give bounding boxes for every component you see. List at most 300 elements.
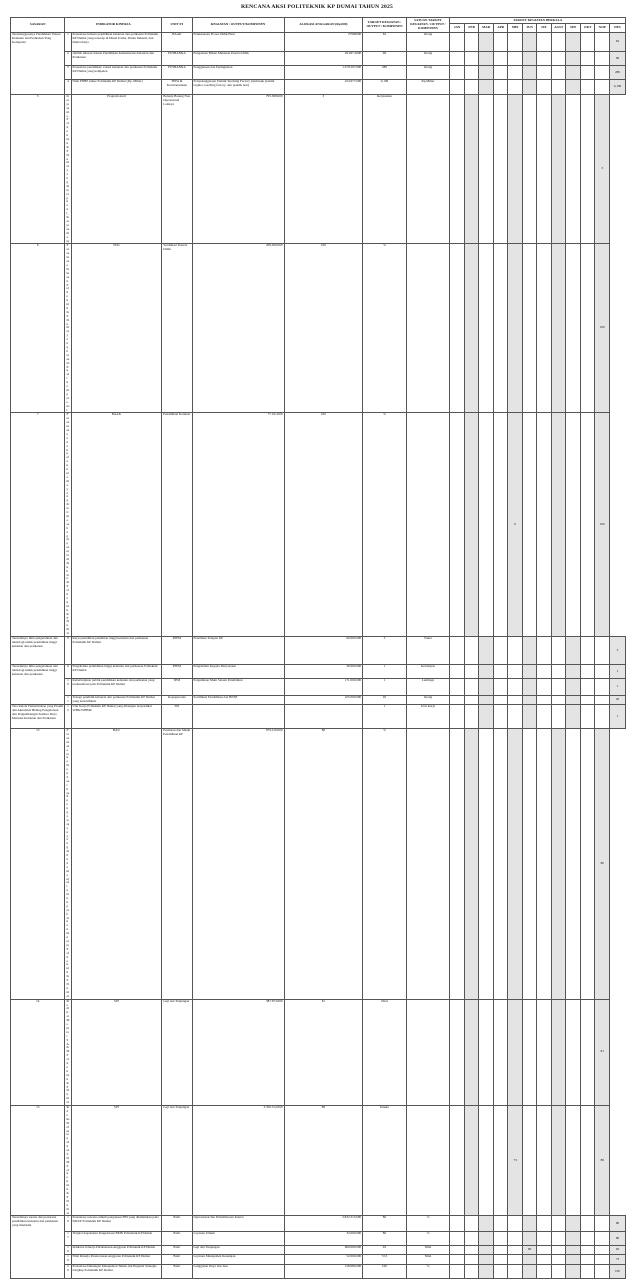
cell-alokasi: 600.000.000 bbox=[284, 1246, 363, 1255]
cell-month-jun bbox=[522, 696, 537, 705]
cell-month-des: 80 bbox=[609, 1232, 625, 1246]
cell-kegiatan: Operasional dan Pemeliharaan Kantor bbox=[192, 1216, 284, 1232]
cell-month-okt bbox=[566, 729, 581, 1000]
cell-satuan: Kerjasakan bbox=[363, 95, 407, 244]
cell-number: 6 bbox=[11, 244, 65, 413]
cell-month-feb bbox=[464, 66, 479, 80]
cell-month-sep bbox=[566, 696, 581, 705]
cell-indikator: Tingkat Kepatuhan Pengelolaan BMN Politeknik KP Dumai bbox=[71, 1232, 162, 1246]
cell-month-nop bbox=[595, 705, 610, 729]
cell-month-nop bbox=[595, 665, 610, 679]
cell-month-agst bbox=[551, 637, 566, 665]
cell-month-jun bbox=[522, 1265, 537, 1279]
cell-month-jan bbox=[406, 999, 450, 1105]
header-month-mei: MEI bbox=[508, 24, 523, 33]
cell-month-apr bbox=[493, 52, 508, 66]
header-month-des: DES bbox=[609, 24, 625, 33]
cell-month-mei bbox=[508, 696, 523, 705]
cell-month-jul bbox=[537, 66, 552, 80]
cell-month-mei bbox=[493, 729, 508, 1000]
cell-indikator: Predikat Monitor SAKIP Politeknik KP Dumai bbox=[66, 998, 70, 1105]
cell-month-jan bbox=[450, 1232, 465, 1246]
cell-month-apr bbox=[493, 705, 508, 729]
cell-kegiatan: Pelaksanaan Proses Didik Baru bbox=[192, 33, 284, 52]
cell-month-jul bbox=[537, 1232, 552, 1246]
cell-number: 19 bbox=[65, 1255, 71, 1265]
table-row bbox=[11, 637, 626, 665]
cell-satuan: % bbox=[363, 729, 407, 1000]
cell-month-agst bbox=[537, 95, 552, 244]
cell-indikator: Karya penelitian penelitian tinggi kelautan dan perikanan Politeknik KP Dumai bbox=[71, 637, 162, 665]
cell-month-des: 80 bbox=[609, 1216, 625, 1232]
cell-month-jul bbox=[537, 679, 552, 696]
cell-month-jul bbox=[522, 413, 537, 637]
cell-month-mar bbox=[464, 413, 479, 637]
cell-sasaran: Terselenggaranya Pendidikan Vokasi Kelautan dan Perikanan Yang Kompeten bbox=[11, 33, 65, 95]
cell-month-apr bbox=[493, 1255, 508, 1265]
cell-satuan: Orang bbox=[406, 66, 450, 80]
header-kegiatan: KEGIATAN / OUTPUT/KOMPONEN bbox=[192, 18, 284, 33]
cell-month-jan bbox=[450, 80, 465, 95]
cell-kegiatan: Pengadaan Bahan Makanan Peserta Didik bbox=[192, 52, 284, 66]
cell-month-sep bbox=[551, 729, 566, 1000]
cell-month-apr bbox=[493, 1265, 508, 1279]
cell-month-des: 0,109 bbox=[609, 80, 625, 95]
cell-month-jul bbox=[537, 1265, 552, 1279]
cell-month-jan bbox=[450, 696, 465, 705]
cell-month-sep bbox=[566, 679, 581, 696]
cell-month-mar bbox=[479, 665, 494, 679]
cell-target: 80 bbox=[284, 729, 363, 1000]
cell-month-jun bbox=[508, 244, 523, 413]
cell-number: 7 bbox=[11, 413, 65, 637]
cell-satuan: % bbox=[406, 1216, 450, 1232]
cell-target: 20 bbox=[363, 696, 407, 705]
cell-month-sep bbox=[566, 705, 581, 729]
cell-unit: BAU bbox=[162, 1265, 192, 1279]
cell-month-mei bbox=[508, 80, 523, 95]
cell-satuan: % bbox=[363, 244, 407, 413]
cell-month-sep bbox=[551, 1106, 566, 1216]
cell-month-jun bbox=[522, 1255, 537, 1265]
cell-month-mei bbox=[508, 705, 523, 729]
cell-alokasi bbox=[284, 705, 363, 729]
cell-month-nop bbox=[595, 1232, 610, 1246]
cell-unit: SPI bbox=[71, 999, 162, 1105]
cell-month-feb bbox=[464, 1216, 479, 1232]
cell-month-jul bbox=[537, 696, 552, 705]
cell-month-sep bbox=[566, 52, 581, 66]
cell-month-agst bbox=[537, 1106, 552, 1216]
table-row bbox=[11, 1106, 626, 1216]
cell-indikator: Persentase pendidikan vokasi kelautan dan perikanan Politeknik KP Dumai yang kompeten bbox=[71, 66, 162, 80]
cell-number: 18 bbox=[65, 1246, 71, 1255]
cell-alokasi: 29.297.2000 bbox=[284, 52, 363, 66]
cell-month-okt bbox=[580, 52, 595, 66]
cell-month-jan bbox=[406, 1106, 450, 1216]
header-month-jun: JUN bbox=[522, 24, 537, 33]
cell-number: 8 bbox=[65, 637, 71, 665]
cell-month-des: 3 bbox=[595, 95, 610, 244]
cell-month-jan bbox=[450, 1265, 465, 1279]
cell-target: 1 bbox=[363, 705, 407, 729]
cell-month-okt bbox=[580, 637, 595, 665]
cell-month-jul bbox=[522, 999, 537, 1105]
cell-kegiatan: Penyelenggaraan Praktik Teaching Factory (termasuk praktik reguler, teaching factory, dan praktik luar) bbox=[192, 80, 284, 95]
cell-month-feb bbox=[464, 80, 479, 95]
cell-month-jul bbox=[537, 1216, 552, 1232]
cell-unit: BAAK bbox=[71, 413, 162, 637]
cell-kegiatan: Gaji dan Tunjangan bbox=[162, 999, 192, 1105]
cell-month-okt bbox=[580, 665, 595, 679]
cell-month-jun bbox=[522, 66, 537, 80]
cell-unit: SPI bbox=[162, 705, 192, 729]
cell-month-feb bbox=[464, 705, 479, 729]
cell-unit: BAU bbox=[71, 729, 162, 1000]
cell-month-feb bbox=[450, 244, 465, 413]
cell-month-mei bbox=[508, 665, 523, 679]
cell-month-mar bbox=[479, 66, 494, 80]
cell-month-sep bbox=[551, 413, 566, 637]
header-indikator: INDIKATOR KINERJA bbox=[65, 18, 162, 33]
cell-month-sep bbox=[566, 1255, 581, 1265]
table-row bbox=[11, 52, 626, 66]
cell-number: 13 bbox=[11, 729, 65, 1000]
cell-kegiatan: Pengabdian Kepada Masyarakat bbox=[192, 665, 284, 679]
cell-indikator: Kerjasama Politeknik KP Dumai yang diterapkan (Kerjasaman) bbox=[66, 94, 70, 243]
cell-unit: TUK bbox=[71, 244, 162, 413]
cell-satuan: Lembaga bbox=[406, 679, 450, 696]
cell-alokasi: 27900000 bbox=[284, 33, 363, 52]
cell-month-okt bbox=[580, 33, 595, 52]
cell-satuan: Kelompok bbox=[406, 665, 450, 679]
cell-month-sep bbox=[566, 33, 581, 52]
cell-unit: PUSBANKA bbox=[162, 52, 192, 66]
cell-target: 3 bbox=[363, 637, 407, 665]
cell-unit: PUSBANKA bbox=[162, 66, 192, 80]
cell-month-nop bbox=[595, 696, 610, 705]
cell-month-jan bbox=[450, 665, 465, 679]
table-row bbox=[11, 1232, 626, 1246]
cell-number: 5 bbox=[11, 95, 65, 244]
cell-number: 14 bbox=[11, 999, 65, 1105]
cell-satuan: % bbox=[406, 1232, 450, 1246]
cell-month-apr bbox=[479, 413, 494, 637]
cell-month-mar bbox=[479, 1232, 494, 1246]
cell-month-mei bbox=[508, 66, 523, 80]
cell-month-jun: 80 bbox=[522, 1246, 537, 1255]
cell-month-feb bbox=[464, 1255, 479, 1265]
cell-month-feb bbox=[450, 729, 465, 1000]
cell-month-okt bbox=[566, 999, 581, 1105]
cell-satuan: Nilai bbox=[406, 1255, 450, 1265]
cell-month-jun: 73 bbox=[508, 1106, 523, 1216]
cell-month-jan bbox=[450, 1255, 465, 1265]
cell-month-feb bbox=[464, 1232, 479, 1246]
cell-month-jan bbox=[450, 637, 465, 665]
cell-month-agst bbox=[551, 705, 566, 729]
header-month-agst: AGST bbox=[551, 24, 566, 33]
cell-kegiatan: Layanan Manajemen Keuangan bbox=[192, 1255, 284, 1265]
cell-month-des: 1 bbox=[609, 679, 625, 696]
cell-month-apr bbox=[479, 95, 494, 244]
cell-month-jul bbox=[537, 637, 552, 665]
table-row bbox=[11, 413, 626, 637]
cell-target: 289 bbox=[363, 66, 407, 80]
cell-month-des: 20 bbox=[609, 696, 625, 705]
cell-kegiatan: Langganan Daya dan Jasa bbox=[192, 1265, 284, 1279]
cell-month-mar bbox=[479, 1216, 494, 1232]
header-alokasi: ALOKASI ANGGARAN (Rp.000) bbox=[284, 18, 363, 33]
cell-month-agst bbox=[537, 244, 552, 413]
cell-month-okt bbox=[580, 1232, 595, 1246]
table-row bbox=[11, 705, 626, 729]
cell-satuan: Orang bbox=[406, 696, 450, 705]
cell-kegiatan: Sertifikasi Peserta Didik bbox=[162, 244, 192, 413]
cell-month-nop bbox=[595, 33, 610, 52]
cell-month-jun bbox=[508, 999, 523, 1105]
cell-month-okt bbox=[580, 80, 595, 95]
header-month-jan: JAN bbox=[450, 24, 465, 33]
cell-satuan: Paket bbox=[406, 637, 450, 665]
cell-target: 80 bbox=[363, 1216, 407, 1232]
cell-month-okt bbox=[580, 679, 595, 696]
cell-month-nop bbox=[595, 637, 610, 665]
cell-month-mei bbox=[508, 1255, 523, 1265]
header-month-sep: SEP bbox=[566, 24, 581, 33]
cell-number: 9 bbox=[65, 665, 71, 679]
cell-target: 62 bbox=[363, 33, 407, 52]
cell-alokasi: 52.000.000 bbox=[284, 1255, 363, 1265]
cell-alokasi: 3.356.312.000 bbox=[192, 1106, 284, 1216]
cell-month-agst bbox=[537, 729, 552, 1000]
cell-month-okt bbox=[580, 705, 595, 729]
cell-unit: SPI bbox=[71, 1106, 162, 1216]
cell-month-apr bbox=[479, 1106, 494, 1216]
header-month-okt: OKT bbox=[580, 24, 595, 33]
cell-month-apr bbox=[493, 33, 508, 52]
cell-month-mar bbox=[479, 52, 494, 66]
cell-alokasi: 209.290.000 bbox=[192, 244, 284, 413]
cell-month-agst bbox=[537, 999, 552, 1105]
cell-month-feb bbox=[450, 413, 465, 637]
cell-unit: TEFA & Kewirausahaan bbox=[162, 80, 192, 95]
cell-month-jun bbox=[522, 665, 537, 679]
cell-month-apr bbox=[493, 1216, 508, 1232]
cell-target: 100 bbox=[363, 1265, 407, 1279]
cell-month-okt bbox=[566, 413, 581, 637]
cell-month-apr bbox=[493, 696, 508, 705]
cell-month-agst bbox=[551, 80, 566, 95]
cell-month-mar bbox=[464, 244, 479, 413]
cell-indikator: Nilai Kinerja Perencanaan Anggaran Politeknik KP Dumai bbox=[71, 1255, 162, 1265]
cell-unit: BAU bbox=[162, 1216, 192, 1232]
cell-month-nop bbox=[595, 1246, 610, 1255]
cell-satuan: Rp.Miliar bbox=[406, 80, 450, 95]
cell-unit: Program studi bbox=[71, 95, 162, 244]
cell-month-des: 100 bbox=[595, 244, 610, 413]
cell-month-jun bbox=[522, 33, 537, 52]
cell-month-apr bbox=[493, 637, 508, 665]
cell-target: 89 bbox=[284, 1106, 363, 1216]
cell-month-jan bbox=[406, 244, 450, 413]
header-month-nop: NOP bbox=[595, 24, 610, 33]
cell-month-mar bbox=[479, 1246, 494, 1255]
cell-month-feb bbox=[464, 1246, 479, 1255]
cell-month-apr bbox=[479, 729, 494, 1000]
cell-satuan: Nilai bbox=[406, 1246, 450, 1255]
cell-number: 2 bbox=[65, 52, 71, 66]
cell-alokasi: 387.673.000 bbox=[192, 999, 284, 1105]
cell-satuan: Nilai bbox=[363, 999, 407, 1105]
cell-month-mei bbox=[493, 413, 508, 637]
cell-month-jun bbox=[508, 729, 523, 1000]
cell-month-jul bbox=[522, 244, 537, 413]
cell-month-feb bbox=[450, 999, 465, 1105]
cell-month-feb bbox=[464, 696, 479, 705]
cell-month-jul bbox=[537, 665, 552, 679]
table-row bbox=[11, 66, 626, 80]
cell-month-jun bbox=[522, 80, 537, 95]
cell-month-jul bbox=[537, 52, 552, 66]
header-sasaran: SASARAN bbox=[11, 18, 65, 33]
cell-month-des: 81 bbox=[595, 999, 610, 1105]
cell-number: 11 bbox=[65, 696, 71, 705]
cell-alokasi: 158.680.000 bbox=[284, 1265, 363, 1279]
cell-month-apr bbox=[493, 66, 508, 80]
cell-month-nop bbox=[595, 52, 610, 66]
table-body bbox=[11, 33, 626, 1279]
cell-satuan: Orang bbox=[406, 52, 450, 66]
cell-month-mei bbox=[508, 1232, 523, 1246]
cell-month-jun bbox=[522, 637, 537, 665]
cell-month-okt bbox=[580, 1265, 595, 1279]
cell-month-sep bbox=[566, 1216, 581, 1232]
cell-month-sep bbox=[566, 80, 581, 95]
cell-month-mar bbox=[479, 705, 494, 729]
cell-number: 15 bbox=[11, 1106, 65, 1216]
cell-indikator: Pengabdian pendidikan tinggi kelautan dan perikanan Politeknik KP Dumai bbox=[71, 665, 162, 679]
cell-month-mar bbox=[479, 696, 494, 705]
cell-month-jun bbox=[522, 1216, 537, 1232]
cell-unit: PPPM bbox=[162, 665, 192, 679]
cell-month-okt bbox=[580, 66, 595, 80]
cell-kegiatan: Belanja Barang Non Operasional Lainnya bbox=[162, 95, 192, 244]
cell-kegiatan: Penggunaan dan Peningkatan bbox=[192, 66, 284, 80]
cell-sasaran: Tersedianya ilmu pengetahuan dan teknologi untuk pendidikan tinggi kelautan dan perikanan bbox=[11, 637, 65, 665]
cell-month-jan bbox=[406, 729, 450, 1000]
cell-month-okt bbox=[580, 1255, 595, 1265]
cell-month-jul bbox=[537, 80, 552, 95]
cell-indikator: Persentase rekomendasi hasil pengawasan yang ditindaklanjuti untuk perbaikan kinerja Politeknik KP Dumai bbox=[66, 728, 70, 998]
cell-unit: BAU bbox=[162, 1255, 192, 1265]
cell-target: 100 bbox=[284, 413, 363, 637]
cell-month-nop bbox=[580, 413, 595, 637]
cell-month-mei bbox=[508, 637, 523, 665]
cell-indikator: Keberlanjutan publik pendidikan kelautan dan perikanan yang terakreditasi pada Politeknik KP Dumai bbox=[71, 679, 162, 696]
cell-month-mar bbox=[464, 1106, 479, 1216]
cell-satuan: Orang bbox=[406, 33, 450, 52]
cell-month-jul bbox=[537, 1255, 552, 1265]
table-row bbox=[11, 80, 626, 95]
cell-month-jan bbox=[450, 52, 465, 66]
cell-kegiatan: Pendidikan Karakter bbox=[162, 413, 192, 637]
cell-month-agst bbox=[551, 52, 566, 66]
cell-month-jan bbox=[450, 33, 465, 52]
cell-month-mei bbox=[493, 244, 508, 413]
cell-unit: Kepegawaian bbox=[162, 696, 192, 705]
cell-month-nop bbox=[595, 679, 610, 696]
cell-month-feb bbox=[464, 33, 479, 52]
cell-month-jan bbox=[450, 1246, 465, 1255]
cell-target: 1 bbox=[363, 665, 407, 679]
cell-month-okt bbox=[566, 1106, 581, 1216]
cell-sasaran: Tersedianya ilmu pengetahuan dan teknologi untuk pendidikan tinggi kelautan dan perikanan bbox=[11, 665, 65, 705]
cell-month-des: 62 bbox=[609, 33, 625, 52]
cell-target: 3 bbox=[284, 95, 363, 244]
cell-month-des: 96 bbox=[609, 52, 625, 66]
cell-indikator: Unit Kerja Politeknik KP Dumai yang dibangun berpredikat WBK/WBBM bbox=[71, 705, 162, 729]
cell-target: 0,109 bbox=[363, 80, 407, 95]
cell-month-mar bbox=[464, 95, 479, 244]
cell-indikator: Jumlah lulusan Satuan Pendidikan Kementerian Kelautan dan Perikanan bbox=[71, 52, 162, 66]
cell-kegiatan: Gaji dan Tunjangan bbox=[192, 1246, 284, 1255]
cell-number: 17 bbox=[65, 1232, 71, 1246]
table-header bbox=[11, 18, 626, 33]
cell-month-jul bbox=[522, 729, 537, 1000]
cell-number: 12 bbox=[65, 705, 71, 729]
cell-unit: PPPM bbox=[162, 637, 192, 665]
cell-month-apr bbox=[493, 665, 508, 679]
cell-month-feb bbox=[464, 52, 479, 66]
cell-month-mei bbox=[508, 52, 523, 66]
cell-month-mar bbox=[464, 729, 479, 1000]
table-row bbox=[11, 1216, 626, 1232]
cell-month-mei bbox=[508, 679, 523, 696]
cell-satuan: Unit Kerja bbox=[406, 705, 450, 729]
cell-satuan: Indeks bbox=[363, 1106, 407, 1216]
cell-month-apr bbox=[479, 999, 494, 1105]
cell-month-mei bbox=[493, 95, 508, 244]
cell-month-jun bbox=[522, 679, 537, 696]
cell-month-mei bbox=[508, 1265, 523, 1279]
cell-month-des: 1 bbox=[609, 665, 625, 679]
cell-month-jan bbox=[406, 95, 450, 244]
page-title: RENCANA AKSI POLITEKNIK KP DUMAI TAHUN 2025 bbox=[241, 4, 393, 10]
cell-alokasi: 105.000.000 bbox=[284, 696, 363, 705]
cell-month-jul bbox=[522, 95, 537, 244]
cell-month-mar bbox=[479, 637, 494, 665]
cell-number: 16 bbox=[65, 1216, 71, 1232]
table-row bbox=[11, 95, 626, 244]
cell-month-jun bbox=[522, 705, 537, 729]
cell-month-okt bbox=[566, 95, 581, 244]
cell-alokasi: 224.977.000 bbox=[284, 80, 363, 95]
cell-month-feb bbox=[464, 1265, 479, 1279]
header-month-jul: JUL bbox=[537, 24, 552, 33]
cell-month-okt bbox=[566, 244, 581, 413]
cell-kegiatan: Penelitian Terapan KP bbox=[192, 637, 284, 665]
cell-month-jun bbox=[508, 95, 523, 244]
cell-month-mei bbox=[508, 33, 523, 52]
cell-number: 10 bbox=[65, 679, 71, 696]
cell-kegiatan bbox=[192, 705, 284, 729]
cell-satuan: % bbox=[363, 413, 407, 637]
cell-month-jun bbox=[522, 52, 537, 66]
cell-month-agst bbox=[551, 33, 566, 52]
cell-alokasi: 879.210.000 bbox=[192, 729, 284, 1000]
cell-month-jun: 0 bbox=[508, 413, 523, 637]
